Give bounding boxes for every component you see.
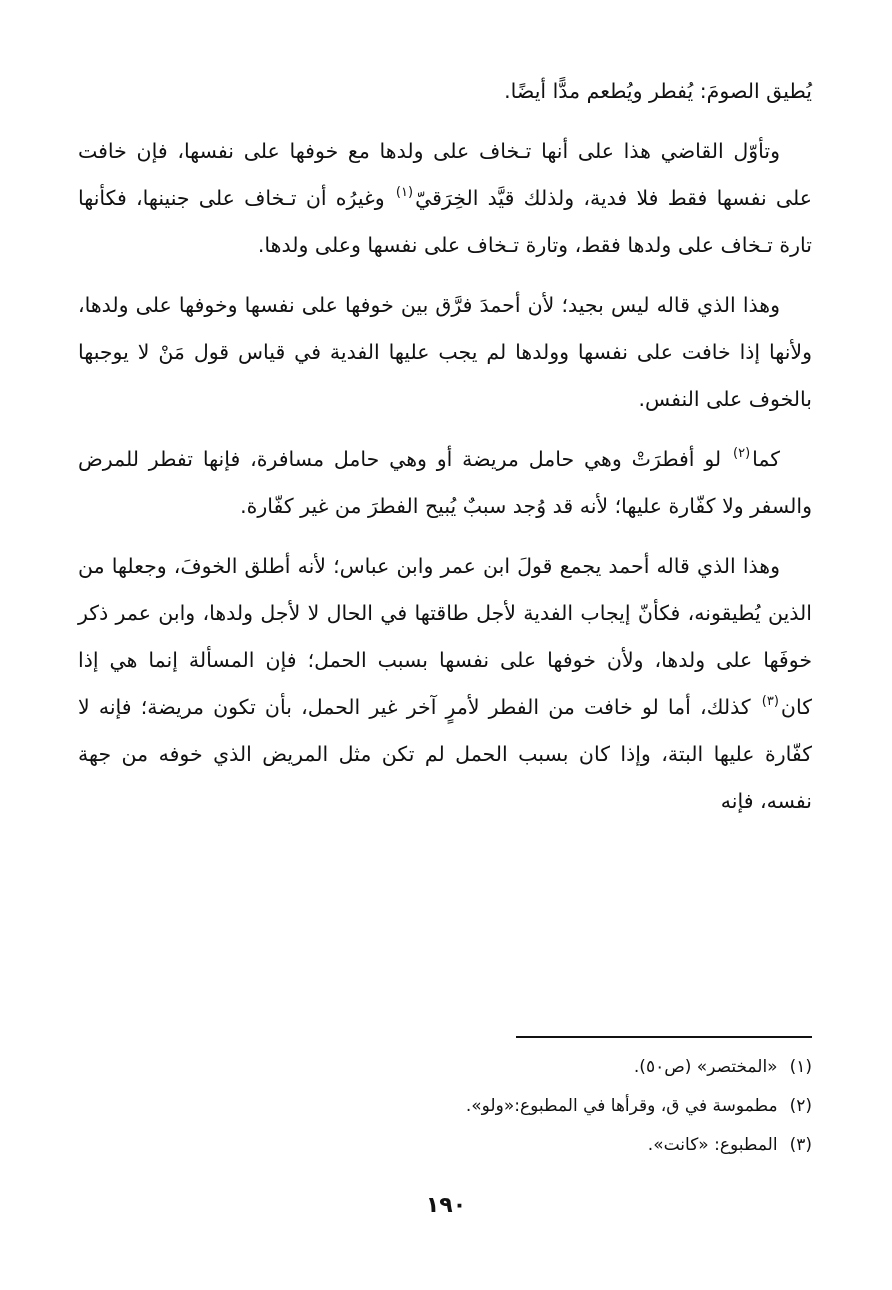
page-number: ١٩٠ <box>425 1193 467 1218</box>
paragraph-1-text: يُطيق الصومَ: يُفطر ويُطعم مدًّا أيضًا. <box>504 79 812 103</box>
footnote-ref-3[interactable]: (٣) <box>761 694 779 709</box>
paragraph-2 <box>78 128 812 269</box>
footnote-ref-1[interactable]: (١) <box>395 185 414 200</box>
footnote-3 <box>78 1126 812 1165</box>
footnote-2-text: مطموسة في ق، وقرأها في المطبوع:«ولو». <box>465 1096 778 1116</box>
paragraph-2-text-a: وتأوّل القاضي هذا على أنها تـخاف على ولدها مع خوفها على نفسها، فإن خافت على نفسها فقط فلا فدية، ولذلك قيَّد الخِرَقيّ <box>78 139 812 210</box>
footnote-2-number: (٢) <box>789 1096 812 1116</box>
paragraph-5 <box>78 543 812 825</box>
page-body <box>78 68 812 825</box>
paragraph-4-text-a: كما <box>752 447 780 471</box>
footnote-3-text: المطبوع: «كانت». <box>647 1135 778 1155</box>
paragraph-5-text-b: كذلك، أما لو خافت من الفطر لأمرٍ آخر غير الحمل، بأن تكون مريضة؛ فإنه لا كفّارة عليها البتة، وإذا كان بسبب الحمل لم تكن مثل المريض الذي خوفه من جهة نفسه، فإنه <box>78 695 812 813</box>
footnote-1-text: «المختصر» (ص٥٠). <box>633 1057 778 1077</box>
paragraph-1 <box>78 68 812 115</box>
footnote-1 <box>78 1048 812 1087</box>
footnote-3-number: (٣) <box>789 1135 812 1155</box>
paragraph-4-text-b: لو أفطرَتْ وهي حامل مريضة أو وهي حامل مسافرة، فإنها تفطر للمرض والسفر ولا كفّارة عليها؛ لأنه قد وُجد سببٌ يُبيح الفطرَ من غير كفّارة. <box>78 447 812 518</box>
paragraph-4 <box>78 436 812 530</box>
footnotes-list <box>78 1048 812 1165</box>
footnote-1-number: (١) <box>789 1057 812 1077</box>
paragraph-2-text-b: وغيرُه أن تـخاف على جنينها، فكأنها تارة تـخاف على ولدها فقط، وتارة تـخاف على نفسها وعلى ولدها. <box>78 186 812 257</box>
paragraph-5-text-a: وهذا الذي قاله أحمد يجمع قولَ ابن عمر وابن عباس؛ لأنه أطلق الخوفَ، وجعلها من الذين يُطيقونه، فكأنّ إيجاب الفدية لأجل طاقتها في الحال لا لأجل ولدها، وابن عمر ذكر خوفَها على ولدها، ولأن خوفها على نفسها بسبب الحمل؛ فإن المسألة إنما هي إذا كان <box>78 554 812 719</box>
footnote-separator <box>516 1036 812 1038</box>
footnote-ref-2[interactable]: (٢) <box>733 446 751 461</box>
paragraph-3-text: وهذا الذي قاله ليس بجيد؛ لأن أحمدَ فرَّق بين خوفها على نفسها وخوفها على ولدها، ولأنها إذا خافت على نفسها وولدها لم يجب عليها الفدية في قياس قول مَنْ لا يوجبها بالخوف على النفس. <box>78 293 812 411</box>
footnote-2 <box>78 1087 812 1126</box>
paragraph-3 <box>78 282 812 423</box>
